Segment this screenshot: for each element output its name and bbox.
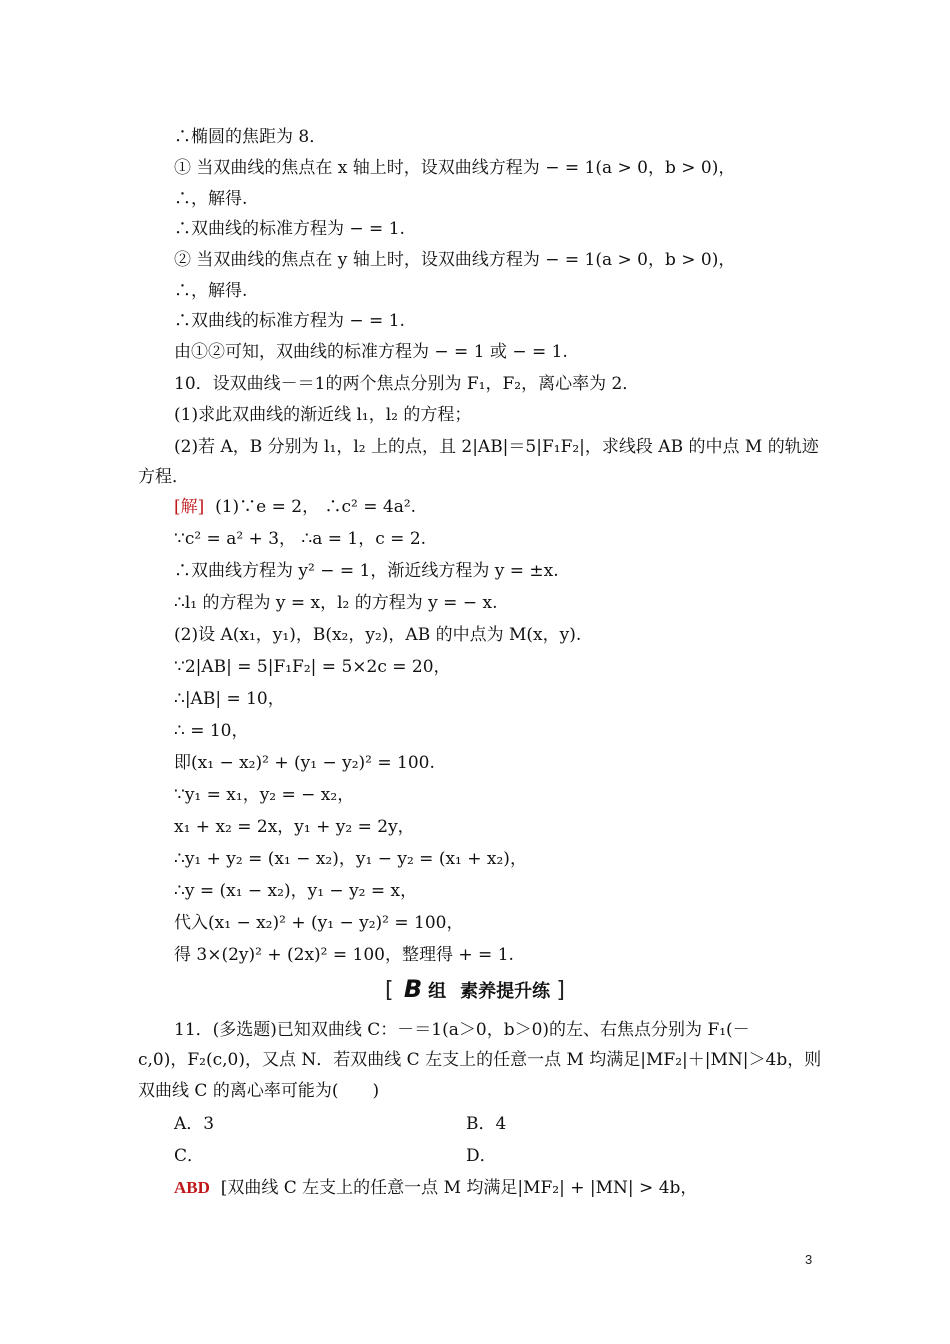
solution-tag: [解] [174, 497, 205, 517]
section-title: 素养提升练 [460, 981, 551, 1002]
text-line: ∴椭圆的焦距为 8． [174, 127, 327, 147]
option-b: B．4 [466, 1114, 507, 1134]
section-group: 组 [428, 981, 447, 1002]
question-10-part-1: (1)求此双曲线的渐近线 l₁，l₂ 的方程； [174, 405, 472, 425]
text-line: 由①②可知，双曲线的标准方程为 − = 1 或 − = 1. [174, 342, 568, 362]
solution-line: 代入(x₁ − x₂)² + (y₁ − y₂)² = 100， [174, 913, 464, 933]
solution-line: ∵y₁ = x₁，y₂ = − x₂， [174, 785, 355, 805]
solution-line: ∴ = 10， [174, 721, 249, 741]
answer-label: ABD [174, 1178, 210, 1197]
answer-line [174, 1177, 697, 1199]
section-letter: B [403, 975, 423, 1003]
question-10-stem: 10．设双曲线－＝1的两个焦点分别为 F₁，F₂，离心率为 2． [174, 374, 640, 394]
solution-line: (2)设 A(x₁，y₁)，B(x₂，y₂)，AB 的中点为 M(x，y). [174, 625, 582, 645]
question-11-line-3: 双曲线 C 的离心率可能为( ) [138, 1081, 380, 1101]
section-bracket-open: [ [384, 978, 394, 1003]
option-a: A．3 [174, 1114, 215, 1134]
section-heading [0, 976, 950, 1005]
solution-line: ∴双曲线方程为 y² − = 1，渐近线方程为 y = ±x. [174, 561, 559, 581]
answer-text: [双曲线 C 左支上的任意一点 M 均满足|MF₂| + |MN| > 4b， [220, 1178, 698, 1198]
text-line: ① 当双曲线的焦点在 x 轴上时，设双曲线方程为 − = 1(a > 0，b > 0)， [174, 158, 736, 178]
solution-line: ∴|AB| = 10， [174, 689, 285, 709]
solution-line: x₁ + x₂ = 2x，y₁ + y₂ = 2y， [174, 817, 415, 837]
solution-line: 得 3×(2y)² + (2x)² = 100，整理得 + = 1. [174, 945, 514, 965]
solution-line: ∴y = (x₁ − x₂)，y₁ − y₂ = x， [174, 881, 418, 901]
solution-text: (1)∵e = 2， ∴c² = 4a². [215, 497, 417, 517]
text-line: ∴，解得. [174, 281, 248, 301]
question-10-part-2: (2)若 A，B 分别为 l₁，l₂ 上的点，且 2|AB|＝5|F₁F₂|，求线段 AB 的中点 M 的轨迹 [174, 437, 819, 457]
solution-line: ∴y₁ + y₂ = (x₁ − x₂)，y₁ − y₂ = (x₁ + x₂)， [174, 849, 527, 869]
option-d: D． [466, 1146, 497, 1166]
question-11-line-1: 11．(多选题)已知双曲线 C：－＝1(a＞0，b＞0)的左、右焦点分别为 F₁(－ [174, 1020, 750, 1040]
solution-line: 即(x₁ − x₂)² + (y₁ − y₂)² = 100. [174, 753, 435, 773]
text-line: ∴，解得. [174, 189, 248, 209]
text-line: ② 当双曲线的焦点在 y 轴上时，设双曲线方程为 − = 1(a > 0，b > 0)， [174, 250, 736, 270]
option-c: C． [174, 1146, 205, 1166]
section-bracket-close: ] [556, 978, 566, 1003]
question-10-part-2-cont: 方程． [138, 467, 189, 487]
solution-first-line [174, 496, 416, 518]
text-line: ∴双曲线的标准方程为 − = 1. [174, 219, 405, 239]
page-number: 3 [805, 1252, 813, 1267]
text-line: ∴双曲线的标准方程为 − = 1. [174, 311, 405, 331]
solution-line: ∴l₁ 的方程为 y = x，l₂ 的方程为 y = − x. [174, 593, 498, 613]
question-11-line-2: c,0)，F₂(c,0)，又点 N．若双曲线 C 左支上的任意一点 M 均满足|MF₂|＋|MN|＞4b，则 [138, 1050, 822, 1070]
solution-line: ∵2|AB| = 5|F₁F₂| = 5×2c = 20， [174, 657, 451, 677]
solution-line: ∵c² = a² + 3， ∴a = 1，c = 2. [174, 529, 427, 549]
